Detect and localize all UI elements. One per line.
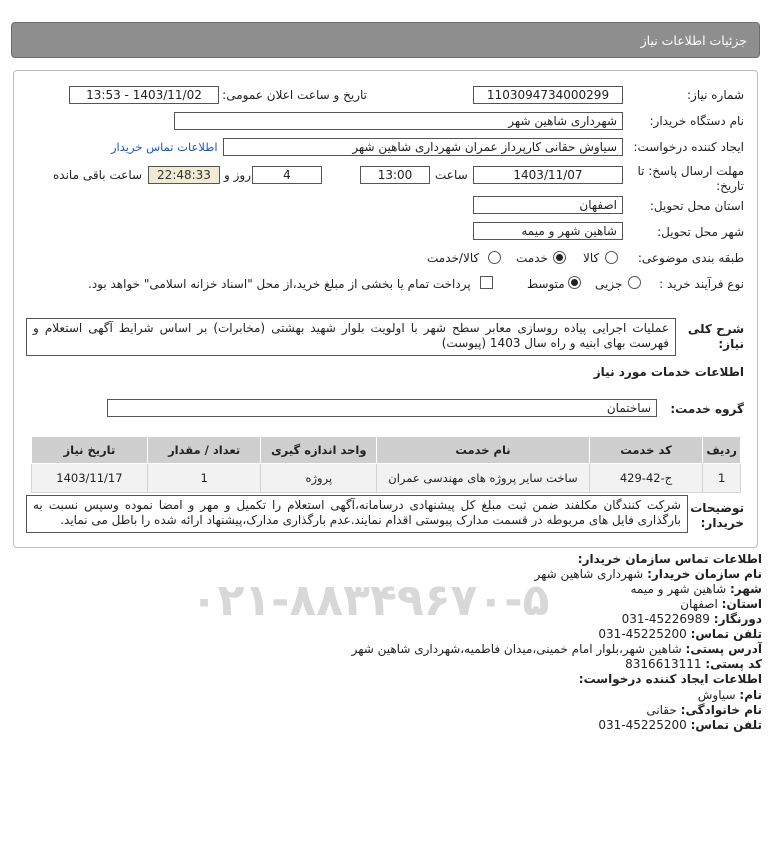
service-group-field[interactable]: ساختمان (107, 399, 657, 417)
contact-postal-code: کد پستی: 8316613111 (625, 657, 762, 671)
contact-title: اطلاعات تماس سازمان خریدار: (577, 552, 762, 566)
province-label: استان محل تحویل: (649, 199, 744, 213)
process-minor-radio[interactable] (628, 276, 641, 289)
contact-address: آدرس پستی: شاهین شهر،بلوار امام خمینی،میدان فاطمیه،شهرداری شاهین شهر (351, 642, 762, 656)
buyer-org-field[interactable]: شهرداری شاهین شهر (174, 112, 623, 130)
category-goods-radio[interactable] (605, 251, 618, 264)
creator-label: ایجاد کننده درخواست: (633, 140, 744, 154)
category-goods-service-label: کالا/خدمت (427, 251, 480, 265)
process-minor-label: جزیی (595, 277, 623, 291)
contact-province: استان: اصفهان (680, 597, 762, 611)
watermark-phone: ۰۲۱-۸۸۳۴۹۶۷۰-۵ (190, 575, 550, 626)
announce-date-field[interactable]: 1403/11/02 - 13:53 (69, 86, 219, 104)
creator-last-name: نام خانوادگی: حقانی (646, 703, 762, 717)
process-medium-label: متوسط (527, 277, 565, 291)
category-goods-label: کالا (583, 251, 600, 265)
treasury-payment-note: پرداخت تمام یا بخشی از مبلغ خرید،از محل "اسناد خزانه اسلامی" خواهد بود. (88, 277, 471, 291)
table-row (32, 464, 741, 493)
col-service-code: کد خدمت (589, 437, 703, 464)
cell-service-code: ج-42-429 (589, 464, 703, 493)
announce-date-label: تاریخ و ساعت اعلان عمومی: (222, 88, 367, 102)
process-medium-radio[interactable] (568, 276, 581, 289)
service-group-label: گروه خدمت: (670, 402, 744, 416)
col-quantity: تعداد / مقدار (147, 437, 261, 464)
buyer-notes-label: توضیحات خریدار: (690, 501, 744, 530)
category-service-label: خدمت (516, 251, 548, 265)
need-number-field[interactable]: 1103094734000299 (473, 86, 623, 104)
province-field[interactable]: اصفهان (473, 196, 623, 214)
category-label: طبقه بندی موضوعی: (637, 251, 744, 265)
remaining-time-field: 22:48:33 (148, 166, 220, 184)
cell-unit: پروژه (261, 464, 377, 493)
services-table-header (32, 437, 741, 464)
col-row-number: ردیف (703, 437, 741, 464)
creator-field[interactable]: سیاوش حقانی کارپرداز عمران شهرداری شاهین شهر (223, 138, 623, 156)
buyer-notes-text: شرکت کنندگان مکلفند ضمن ثبت مبلغ کل پیشنهادی درسامانه،آگهی استعلام را تکمیل و مهر و امضا نموده وسپس نسبت به بارگذاری فایل های مربوطه در قسمت مدارک پیوستی اقدام نمایند.عدم بارگذاری مدارک،پیشنهاد ارائه شده را باطل می نماید. (26, 495, 688, 533)
services-table (31, 436, 741, 493)
remaining-time-label: ساعت باقی مانده (53, 168, 143, 182)
days-remaining-field: 4 (252, 166, 322, 184)
deadline-time-field[interactable]: 13:00 (360, 166, 430, 184)
col-service-name: نام خدمت (377, 437, 590, 464)
city-field[interactable]: شاهین شهر و میمه (473, 222, 623, 240)
col-need-date: تاریخ نیاز (32, 437, 148, 464)
creator-first-name: نام: سیاوش (697, 688, 762, 702)
description-label: شرح کلی نیاز: (687, 322, 744, 351)
need-number-label: شماره نیاز: (687, 88, 744, 102)
page-title: جزئیات اطلاعات نیاز (640, 33, 747, 48)
days-label: روز و (224, 168, 251, 182)
creator-phone: تلفن تماس: 45225200-031 (598, 718, 762, 732)
services-section-title: اطلاعات خدمات مورد نیاز (593, 365, 744, 379)
deadline-label: مهلت ارسال پاسخ: تا (637, 164, 744, 178)
contact-phone: تلفن تماس: 45225200-031 (598, 627, 762, 641)
contact-fax: دورنگار: 45226989-031 (621, 612, 762, 626)
treasury-payment-checkbox[interactable] (480, 276, 493, 289)
category-service-radio[interactable] (553, 251, 566, 264)
category-goods-service-radio[interactable] (488, 251, 501, 264)
contact-city: شهر: شاهین شهر و میمه (630, 582, 762, 596)
col-unit: واحد اندازه گیری (261, 437, 377, 464)
cell-service-name: ساخت سایر پروژه های مهندسی عمران (377, 464, 590, 493)
city-label: شهر محل تحویل: (657, 225, 744, 239)
deadline-date-field[interactable]: 1403/11/07 (473, 166, 623, 184)
deadline-date-label: تاریخ: (716, 179, 744, 193)
deadline-time-label: ساعت (435, 168, 468, 182)
description-text: عملیات اجرایی پیاده روسازی معابر سطح شهر با اولویت بلوار شهید بهشتی (مخابرات) بر اساس شرایط آگهی استعلام و فهرست بهای ابنیه و راه سال 1403 (پیوست) (26, 318, 676, 356)
cell-quantity: 1 (147, 464, 261, 493)
creator-contact-title: اطلاعات ایجاد کننده درخواست: (578, 672, 762, 686)
cell-row-number: 1 (703, 464, 741, 493)
cell-need-date: 1403/11/17 (32, 464, 148, 493)
page-header (11, 22, 760, 58)
contact-org: نام سازمان خریدار: شهرداری شاهین شهر (534, 567, 762, 581)
process-type-label: نوع فرآیند خرید : (659, 277, 744, 291)
buyer-org-label: نام دستگاه خریدار: (649, 114, 744, 128)
buyer-contact-link[interactable]: اطلاعات تماس خریدار (111, 140, 218, 154)
